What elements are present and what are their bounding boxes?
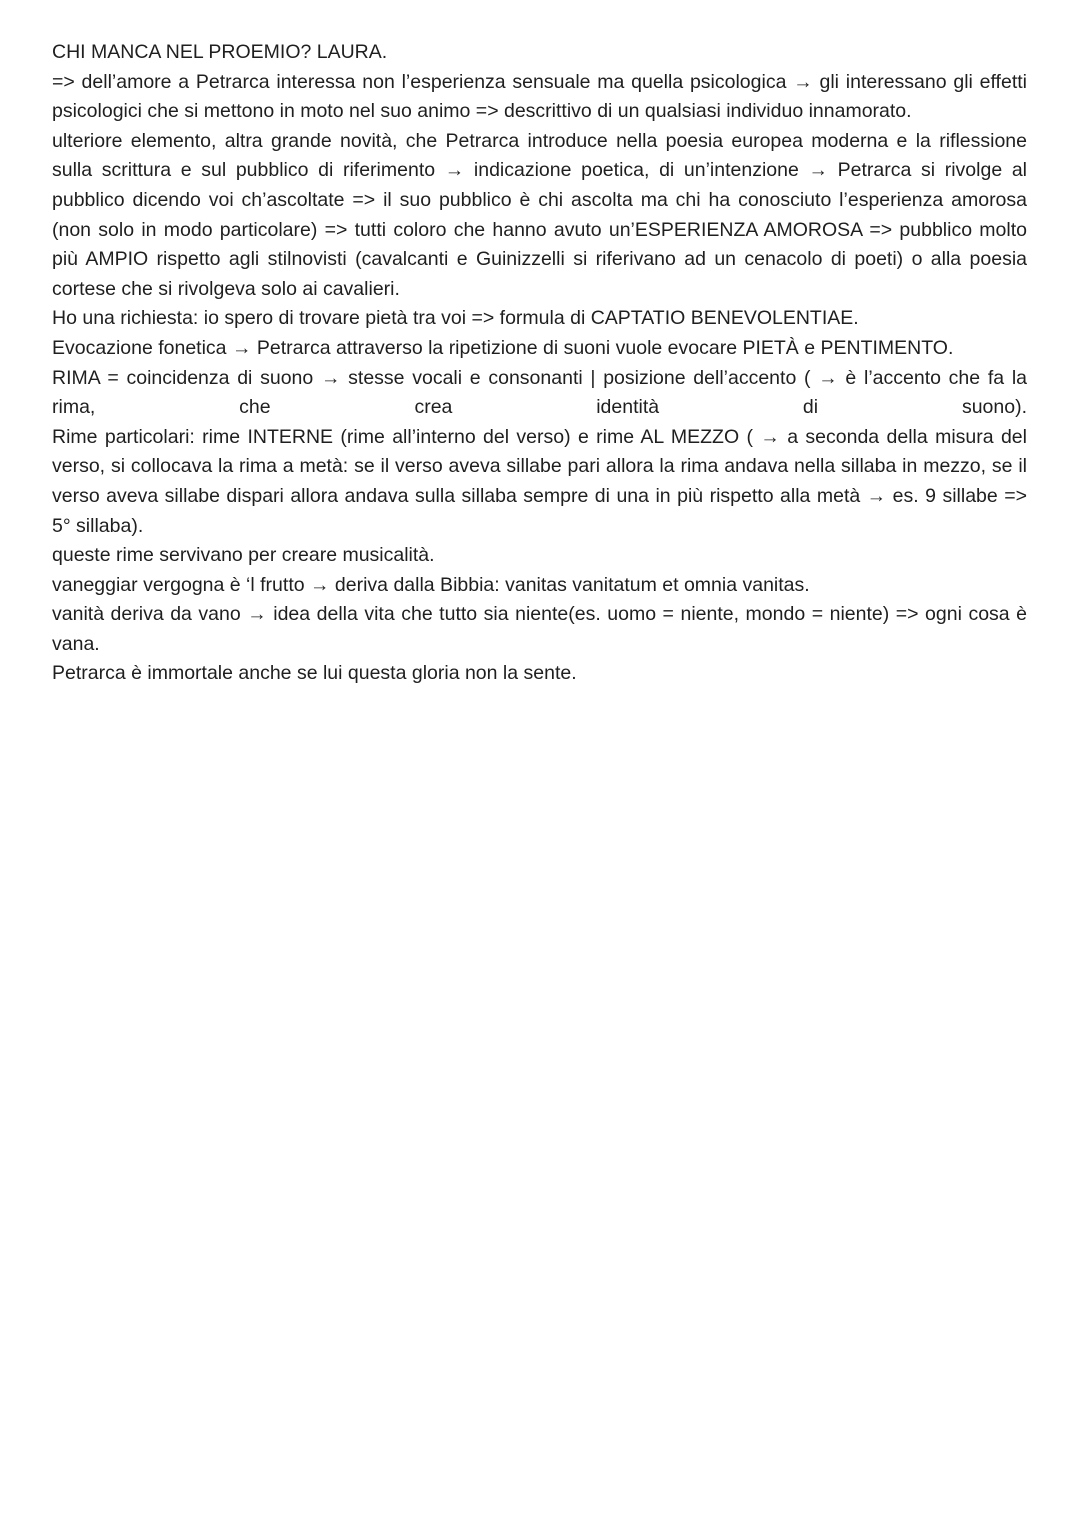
paragraph-amore-psicologico: => dell’amore a Petrarca interessa non l’esperienza sensuale ma quella psicologica → gli interessano gli effetti psicologici che si mettono in moto nel suo animo => descrittivo di un qualsiasi individuo innamorato. [52,70,1027,123]
paragraph-musicalita: queste rime servivano per creare musicalità. [52,544,435,567]
paragraph-captatio: Ho una richiesta: io spero di trovare pietà tra voi => formula di CAPTATIO BENEVOLENTIAE. [52,307,859,330]
paragraph-rima: RIMA = coincidenza di suono → stesse vocali e consonanti | posizione dell’accento ( → è l’accento che fa la rima, che crea identità di suono). [52,366,1027,419]
document-page [52,38,1027,689]
paragraph-riflessione-pubblico: ulteriore elemento, altra grande novità, che Petrarca introduce nella poesia europea moderna e la riflessione sulla scrittura e sul pubblico di riferimento → indicazione poetica, di un’intenzione → Petrarca si rivolge al pubblico dicendo voi ch’ascoltate => il suo pubblico è chi ascolta ma chi ha conosciuto l’esperienza amorosa (non solo in modo particolare) => tutti coloro che hanno avuto un’ESPERIENZA AMOROSA => pubblico molto più AMPIO rispetto agli stilnovisti (cavalcanti e Guinizzelli si riferivano ad un cenacolo di poeti) o alla poesia cortese che si rivolgeva solo ai cavalieri. [52,129,1027,300]
paragraph-rime-particolari: Rime particolari: rime INTERNE (rime all’interno del verso) e rime AL MEZZO ( → a seconda della misura del verso, si collocava la rima a metà: se il verso aveva sillabe pari allora la rima andava nella sillaba in mezzo, se il verso aveva sillabe dispari allora andava sulla sillaba sempre di una in più rispetto alla metà → es. 9 sillabe => 5° sillaba). [52,425,1027,537]
paragraph-immortale: Petrarca è immortale anche se lui questa gloria non la sente. [52,662,577,685]
paragraph-vaneggiar: vaneggiar vergogna è ‘l frutto → deriva dalla Bibbia: vanitas vanitatum et omnia vanitas. [52,573,810,596]
paragraph-vanita: vanità deriva da vano → idea della vita che tutto sia niente(es. uomo = niente, mondo = niente) => ogni cosa è vana. [52,603,1027,655]
heading-question: CHI MANCA NEL PROEMIO? LAURA. [52,41,388,63]
paragraph-evocazione-fonetica: Evocazione fonetica → Petrarca attraverso la ripetizione di suoni vuole evocare PIETÀ e PENTIMENTO. [52,336,954,359]
